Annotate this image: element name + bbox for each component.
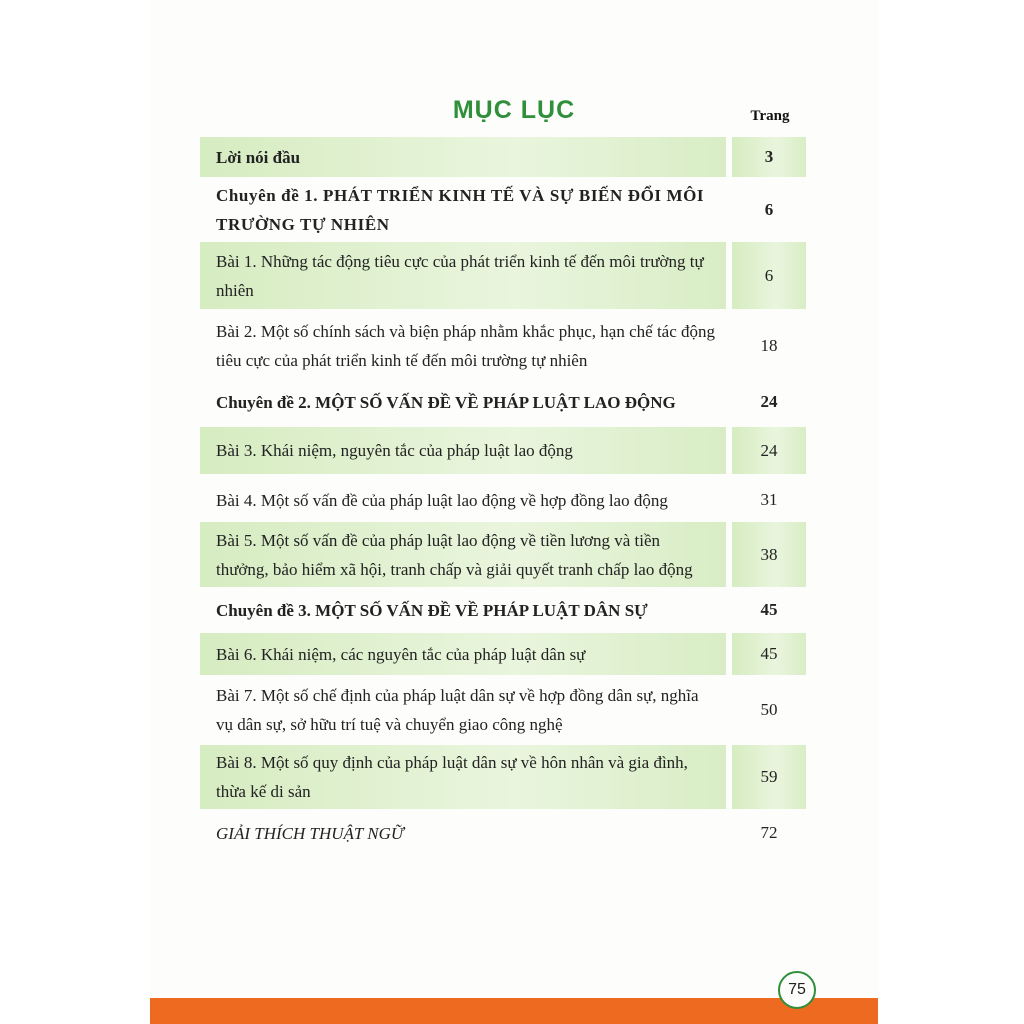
toc-entry-page: 3	[732, 137, 806, 177]
book-page	[150, 0, 878, 1024]
toc-entry-bai-2[interactable]	[200, 313, 806, 379]
toc-entry-bai-7[interactable]	[200, 679, 806, 741]
toc-entry-chuyen-de-1[interactable]	[200, 181, 806, 239]
toc-entry-text: Bài 2. Một số chính sách và biện pháp nhằm khắc phục, hạn chế tác động tiêu cực của phát triển kinh tế đến môi trường tự nhiên	[216, 322, 716, 370]
toc-entry-text: GIẢI THÍCH THUẬT NGỮ	[216, 823, 404, 843]
toc-entry-bai-5[interactable]	[200, 522, 806, 587]
toc-entry-page: 18	[760, 336, 778, 355]
toc-entry-bai-8[interactable]	[200, 745, 806, 809]
toc-entry-loi-noi-dau[interactable]	[200, 137, 806, 177]
toc-entry-text: Chuyên đề 3. MỘT SỐ VẤN ĐỀ VỀ PHÁP LUẬT DÂN SỰ	[216, 600, 648, 620]
toc-entry-page: 50	[760, 700, 778, 719]
toc-entry-text: Chuyên đề 2. MỘT SỐ VẤN ĐỀ VỀ PHÁP LUẬT LAO ĐỘNG	[216, 392, 676, 412]
toc-entry-bai-1[interactable]	[200, 242, 806, 309]
toc-entry-page: 45	[732, 633, 806, 675]
bottom-orange-bar	[150, 998, 878, 1024]
toc-entry-chuyen-de-3[interactable]	[200, 592, 806, 628]
toc-entry-text: Bài 3. Khái niệm, nguyên tắc của pháp luật lao động	[200, 427, 726, 474]
toc-entry-page: 31	[760, 490, 778, 509]
toc-entry-text: Bài 6. Khái niệm, các nguyên tắc của pháp luật dân sự	[200, 633, 726, 675]
toc-entry-page: 6	[732, 242, 806, 309]
toc-entry-page: 59	[732, 745, 806, 809]
toc-entry-text: Lời nói đầu	[200, 137, 726, 177]
toc-entry-page: 45	[760, 600, 778, 619]
toc-entry-bai-3[interactable]	[200, 427, 806, 474]
toc-entry-chuyen-de-2[interactable]	[200, 384, 806, 420]
toc-entry-page: 6	[764, 200, 774, 219]
toc-entry-page: 72	[760, 823, 778, 842]
page-number-badge: 75	[778, 971, 816, 1009]
toc-entry-bai-4[interactable]	[200, 481, 806, 519]
toc-title: MỤC LỤC	[452, 96, 576, 124]
toc-entry-text: Bài 5. Một số vấn đề của pháp luật lao động về tiền lương và tiền thưởng, bảo hiểm xã hội, tranh chấp và giải quyết tranh chấp lao động	[200, 522, 726, 587]
toc-entry-text: Chuyên đề 1. PHÁT TRIỂN KINH TẾ VÀ SỰ BIẾN ĐỔI MÔI TRƯỜNG TỰ NHIÊN	[216, 186, 705, 234]
toc-entry-page: 24	[732, 427, 806, 474]
toc-entry-text: Bài 1. Những tác động tiêu cực của phát triển kinh tế đến môi trường tự nhiên	[200, 242, 726, 309]
toc-entry-page: 38	[732, 522, 806, 587]
toc-entry-text: Bài 8. Một số quy định của pháp luật dân sự về hôn nhân và gia đình, thừa kế di sản	[200, 745, 726, 809]
toc-entry-text: Bài 4. Một số vấn đề của pháp luật lao động về hợp đồng lao động	[216, 490, 668, 510]
toc-entry-bai-6[interactable]	[200, 633, 806, 675]
toc-entry-text: Bài 7. Một số chế định của pháp luật dân sự về hợp đồng dân sự, nghĩa vụ dân sự, sở hữu trí tuệ và chuyển giao công nghệ	[216, 686, 699, 734]
toc-entry-giai-thich[interactable]	[200, 815, 806, 851]
toc-entry-page: 24	[760, 392, 778, 411]
page-column-header: Trang	[750, 108, 790, 124]
